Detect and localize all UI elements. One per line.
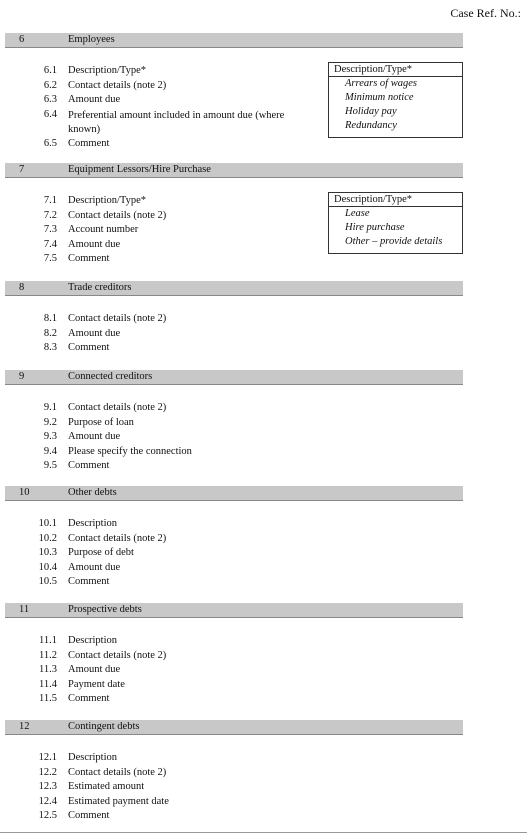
- item-number: 11.3: [39, 664, 57, 676]
- item-number: 7.3: [43, 224, 57, 236]
- section-title: Employees: [68, 34, 115, 45]
- section-number: 12: [19, 721, 30, 732]
- item-number: 10.4: [38, 561, 57, 573]
- item-number: 6.2: [43, 79, 57, 91]
- item-label: Comment: [68, 576, 110, 588]
- item-label: Contact details (note 2): [68, 532, 167, 544]
- item-label: Purpose of loan: [68, 416, 134, 428]
- section-header-7: [5, 163, 463, 178]
- item-number: 6.1: [43, 65, 57, 76]
- item-number: 11.2: [39, 649, 57, 661]
- item-number: 9.3: [43, 431, 57, 443]
- item-number: 6.3: [43, 94, 57, 106]
- item-label: Description/Type*: [68, 65, 146, 76]
- section-title: Contingent debts: [68, 721, 140, 732]
- item-label: Amount due: [68, 238, 121, 250]
- section-number: 9: [19, 371, 25, 382]
- item-label: Comment: [68, 460, 110, 472]
- item-number: 12.2: [38, 766, 57, 778]
- item-label: Preferential amount included in amount due (where known): [68, 109, 285, 135]
- item-label: Amount due: [68, 94, 121, 106]
- section-header-6: [5, 33, 463, 48]
- item-label: Please specify the connection: [68, 445, 192, 457]
- item-label: Estimated payment date: [68, 795, 169, 807]
- legend-item: Arrears of wages: [345, 78, 417, 89]
- item-label: Contact details (note 2): [68, 402, 167, 413]
- legend-item: Hire purchase: [345, 222, 405, 233]
- section-title: Trade creditors: [68, 282, 132, 293]
- item-label: Estimated amount: [68, 781, 145, 793]
- item-number: 6.4: [43, 108, 57, 120]
- section-header-10: [5, 486, 463, 501]
- section-header-8: [5, 281, 463, 296]
- item-label: Amount due: [68, 327, 121, 339]
- item-label: Comment: [68, 342, 110, 354]
- section-title: Other debts: [68, 487, 117, 498]
- item-label: Description: [68, 518, 117, 529]
- item-number: 10.3: [38, 547, 57, 559]
- legend-item: Lease: [345, 208, 370, 219]
- item-label: Amount due: [68, 431, 121, 443]
- item-number: 12.1: [38, 752, 57, 763]
- page-bottom-rule: [0, 832, 527, 833]
- item-label: Comment: [68, 138, 110, 149]
- item-label: Payment date: [68, 678, 125, 690]
- legend-title: Description/Type*: [329, 193, 462, 207]
- item-label: Description: [68, 635, 117, 646]
- item-number: 11.1: [39, 635, 57, 646]
- item-number: 7.2: [43, 209, 57, 221]
- item-label: Contact details (note 2): [68, 766, 167, 778]
- legend-item: Holiday pay: [345, 106, 397, 117]
- legend-title: Description/Type*: [329, 63, 462, 77]
- item-number: 7.5: [43, 253, 57, 265]
- case-ref-label: Case Ref. No.:: [450, 6, 521, 20]
- legend-item: Minimum notice: [345, 92, 414, 103]
- item-number: 10.5: [38, 576, 57, 588]
- section-number: 10: [19, 487, 30, 498]
- item-number: 9.2: [43, 416, 57, 428]
- item-label: Amount due: [68, 561, 121, 573]
- item-number: 8.1: [43, 313, 57, 324]
- legend-item: Other – provide details: [345, 236, 443, 247]
- item-label: Contact details (note 2): [68, 649, 167, 661]
- item-number: 12.3: [38, 781, 57, 793]
- section-header-11: [5, 603, 463, 618]
- item-number: 7.4: [43, 238, 57, 250]
- item-label: Account number: [68, 224, 139, 236]
- item-number: 9.1: [43, 402, 57, 413]
- legend-padding: [329, 249, 462, 253]
- item-label: Contact details (note 2): [68, 209, 167, 221]
- item-number: 8.2: [43, 327, 57, 339]
- section-number: 7: [19, 164, 25, 175]
- item-number: 9.4: [43, 445, 57, 457]
- section-title: Connected creditors: [68, 371, 153, 382]
- description-type-legend: [328, 62, 463, 138]
- item-label: Description/Type*: [68, 195, 146, 206]
- item-label: Contact details (note 2): [68, 79, 167, 91]
- item-number: 10.2: [38, 532, 57, 544]
- item-label: Comment: [68, 810, 110, 822]
- item-label: Comment: [68, 693, 110, 705]
- section-title: Prospective debts: [68, 604, 142, 615]
- section-header-9: [5, 370, 463, 385]
- item-label: Purpose of debt: [68, 547, 134, 559]
- item-number: 9.5: [43, 460, 57, 472]
- item-number: 6.5: [43, 138, 57, 149]
- section-number: 8: [19, 282, 25, 293]
- item-number: 11.4: [39, 678, 57, 690]
- description-type-legend: [328, 192, 463, 254]
- item-number: 7.1: [43, 195, 57, 206]
- item-label: Contact details (note 2): [68, 313, 167, 324]
- item-label: Description: [68, 752, 117, 763]
- item-number: 8.3: [43, 342, 57, 354]
- item-label: Comment: [68, 253, 110, 265]
- section-number: 11: [19, 604, 30, 615]
- section-header-12: [5, 720, 463, 735]
- item-label: Amount due: [68, 664, 121, 676]
- item-number: 11.5: [39, 693, 57, 705]
- legend-padding: [329, 133, 462, 137]
- legend-item: Redundancy: [345, 120, 397, 131]
- section-number: 6: [19, 34, 25, 45]
- item-number: 12.4: [38, 795, 57, 807]
- section-title: Equipment Lessors/Hire Purchase: [68, 164, 211, 175]
- item-number: 12.5: [38, 810, 57, 822]
- item-number: 10.1: [38, 518, 57, 529]
